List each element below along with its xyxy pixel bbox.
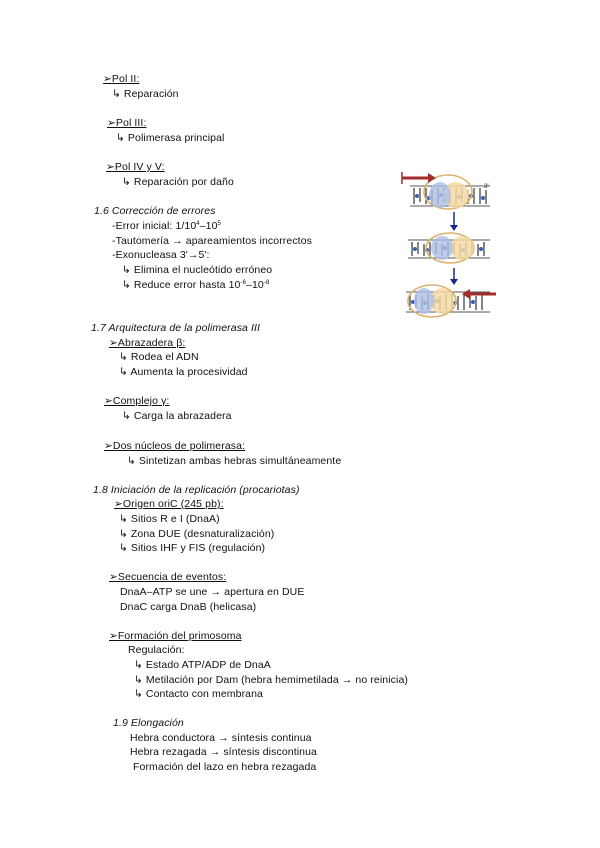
abrazadera-detail-1: ↳ Rodea el ADN (119, 351, 199, 363)
heading-pol-iii: ➢Pol III: (107, 117, 147, 129)
section-1-6-title: 1.6 Corrección de errores (94, 205, 216, 217)
section-1-7-title: 1.7 Arquitectura de la polimerasa III (91, 322, 261, 334)
figure-label-3prime: 3' (484, 184, 489, 190)
heading-origen: ➢Origen oriC (245 pb): (114, 498, 224, 510)
down-arrow-icon (450, 268, 458, 285)
origen-detail-1: ↳ Sitios R e I (DnaA) (119, 513, 220, 525)
panel-3 (406, 285, 496, 317)
regulacion-detail-1: ↳ Estado ATP/ADP de DnaA (134, 659, 271, 671)
nucleos-detail: ↳ Sintetizan ambas hebras simultáneamente (127, 455, 342, 467)
elongacion-detail-3: Formación del lazo en hebra rezagada (133, 761, 317, 773)
origen-detail-2: ↳ Zona DUE (desnaturalización) (119, 528, 275, 540)
exonucleasa-detail-2: ↳ Reduce error hasta $10^{-6}-10^{-8}$ (122, 279, 270, 291)
pol-ii-detail: ↳ Reparación (112, 88, 179, 100)
complejo-detail: ↳ Carga la abrazadera (122, 410, 232, 422)
exonucleasa-line: -Exonucleasa 3'→5': (112, 249, 210, 261)
panel-1 (402, 172, 490, 209)
heading-primosoma: ➢Formación del primosoma (109, 630, 242, 642)
heading-pol-ii: ➢Pol II: (103, 73, 140, 85)
section-1-9-title: 1.9 Elongación (113, 717, 184, 729)
exonucleasa-detail-1: ↳ Elimina el nucleótido erróneo (122, 264, 273, 276)
regulacion-label: Regulación: (128, 644, 185, 656)
elongacion-detail-1: Hebra conductora → síntesis continua (130, 732, 312, 744)
pol-iv-v-detail: ↳ Reparación por daño (122, 176, 234, 188)
heading-pol-iv-v: ➢Pol IV y V: (106, 161, 165, 173)
heading-nucleos: ➢Dos núcleos de polimerasa: (104, 440, 246, 452)
heading-abrazadera: ➢Abrazadera β: (109, 337, 186, 349)
regulacion-detail-3: ↳ Contacto con membrana (134, 688, 263, 700)
heading-secuencia: ➢Secuencia de eventos: (109, 571, 227, 583)
origen-detail-3: ↳ Sitios IHF y FIS (regulación) (119, 542, 266, 554)
elongacion-detail-2: Hebra rezagada → síntesis discontinua (130, 746, 317, 758)
error-inicial-line: -Error inicial: $1/10^4-10^5$ (112, 220, 221, 232)
abrazadera-detail-2: ↳ Aumenta la procesividad (119, 366, 248, 378)
regulacion-detail-2: ↳ Metilación por Dam (hebra hemimetilada → no reinicia) (134, 674, 408, 686)
heading-complejo: ➢Complejo γ: (104, 395, 170, 407)
panel-2 (408, 233, 490, 263)
tautomeria-line: -Tautomería → apareamientos incorrectos (112, 235, 312, 247)
secuencia-detail-2: DnaC carga DnaB (helicasa) (120, 601, 257, 613)
section-1-8-title: 1.8 Iniciación de la replicación (procariotas) (93, 484, 300, 496)
secuencia-detail-1: DnaA–ATP se une → apertura en DUE (120, 586, 305, 598)
proofreading-figure (398, 168, 502, 328)
pol-iii-detail: ↳ Polimerasa principal (116, 132, 225, 144)
down-arrow-icon (450, 212, 458, 231)
